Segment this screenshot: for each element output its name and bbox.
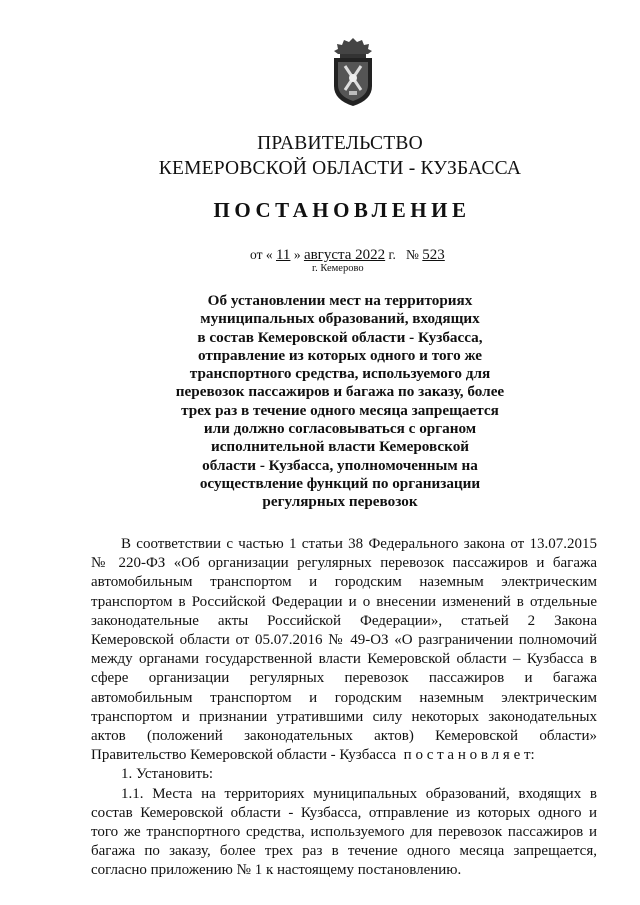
body-line: актов (положений законодательных актов) Кемеровской области»	[91, 728, 597, 745]
body-line: В соответствии с частью 1 статьи 38 Федерального закона от 13.07.2015	[121, 536, 597, 552]
body-line: багажа по заказу, более трех раз в течение одного месяца запрещается,	[91, 843, 597, 860]
body-line: Кемеровской области от 05.07.2016 № 49-ОЗ «О разграничении полномочий	[91, 632, 597, 649]
document-body	[91, 535, 597, 881]
body-line: транспортом и признании утратившими силу некоторых законодательных	[91, 708, 597, 725]
resolves-word: п о с т а н о в л я е т:	[403, 747, 535, 764]
coat-of-arms-icon	[328, 36, 378, 108]
city-name: г. Кемерово	[312, 263, 364, 274]
body-line: состав Кемеровской области - Кузбасса, отправление из которых одного и	[91, 804, 597, 821]
date-number-line	[250, 247, 445, 264]
subject-line: трех раз в течение одного месяца запрещается	[181, 401, 499, 419]
subject-line: или должно согласовываться с органом	[203, 420, 477, 438]
body-line: автомобильным транспортом и городским наземным электрическим	[91, 689, 597, 706]
date-suffix: г.	[388, 247, 396, 262]
body-line: согласно приложению № 1 к настоящему постановлению.	[91, 862, 462, 879]
subject-line: исполнительной власти Кемеровской	[210, 438, 470, 456]
subject-line: перевозок пассажиров и багажа по заказу, более	[175, 383, 505, 401]
subject-line: регулярных перевозок	[262, 493, 418, 511]
government-name-line1: ПРАВИТЕЛЬСТВО	[257, 133, 423, 154]
document-type-title: ПОСТАНОВЛЕНИЕ	[213, 198, 471, 222]
subject-line: отправление из которых одного и того же	[197, 346, 483, 364]
subject-line: осуществление функций по организации	[199, 474, 481, 492]
body-line: между органами государственной власти Кемеровской области – Кузбасса в	[91, 651, 597, 668]
resolves-line	[91, 746, 597, 765]
document-subject	[130, 292, 550, 512]
body-line: 1.1. Места на территориях муниципальных образований, входящих в	[121, 785, 597, 802]
subject-line: транспортного средства, используемого для	[189, 365, 491, 383]
body-line: законодательные акты Российской Федерации», статьей 2 Закона	[91, 612, 597, 629]
date-day: 11	[275, 247, 291, 263]
subject-line: муниципальных образований, входящих	[200, 310, 480, 328]
body-line: автомобильным транспортом и городским наземным электрическим	[91, 574, 597, 591]
number-label: №	[406, 247, 419, 262]
date-prefix: от «	[250, 247, 273, 262]
body-line: сфере организации регулярных перевозок пассажиров и багажа	[91, 670, 597, 687]
date-separator: »	[293, 247, 301, 262]
date-month-year: августа 2022	[303, 247, 386, 263]
item-1: 1. Установить:	[121, 766, 214, 783]
subject-line: в состав Кемеровской области - Кузбасса,	[197, 328, 483, 346]
body-line: транспортом в Российской Федерации и о внесении изменений в отдельные	[91, 593, 597, 610]
document-number: 523	[422, 247, 445, 263]
resolves-prefix: Правительство Кемеровской области - Кузбасса	[91, 747, 397, 764]
body-line: того же транспортного средства, используемого для перевозок пассажиров и	[91, 824, 597, 841]
body-line: № 220-ФЗ «Об организации регулярных перевозок пассажиров и багажа	[91, 555, 597, 572]
government-name-line2: КЕМЕРОВСКОЙ ОБЛАСТИ - КУЗБАССА	[158, 158, 522, 179]
subject-line: Об установлении мест на территориях	[207, 292, 473, 309]
subject-line: области - Кузбасса, уполномоченным на	[202, 456, 478, 474]
